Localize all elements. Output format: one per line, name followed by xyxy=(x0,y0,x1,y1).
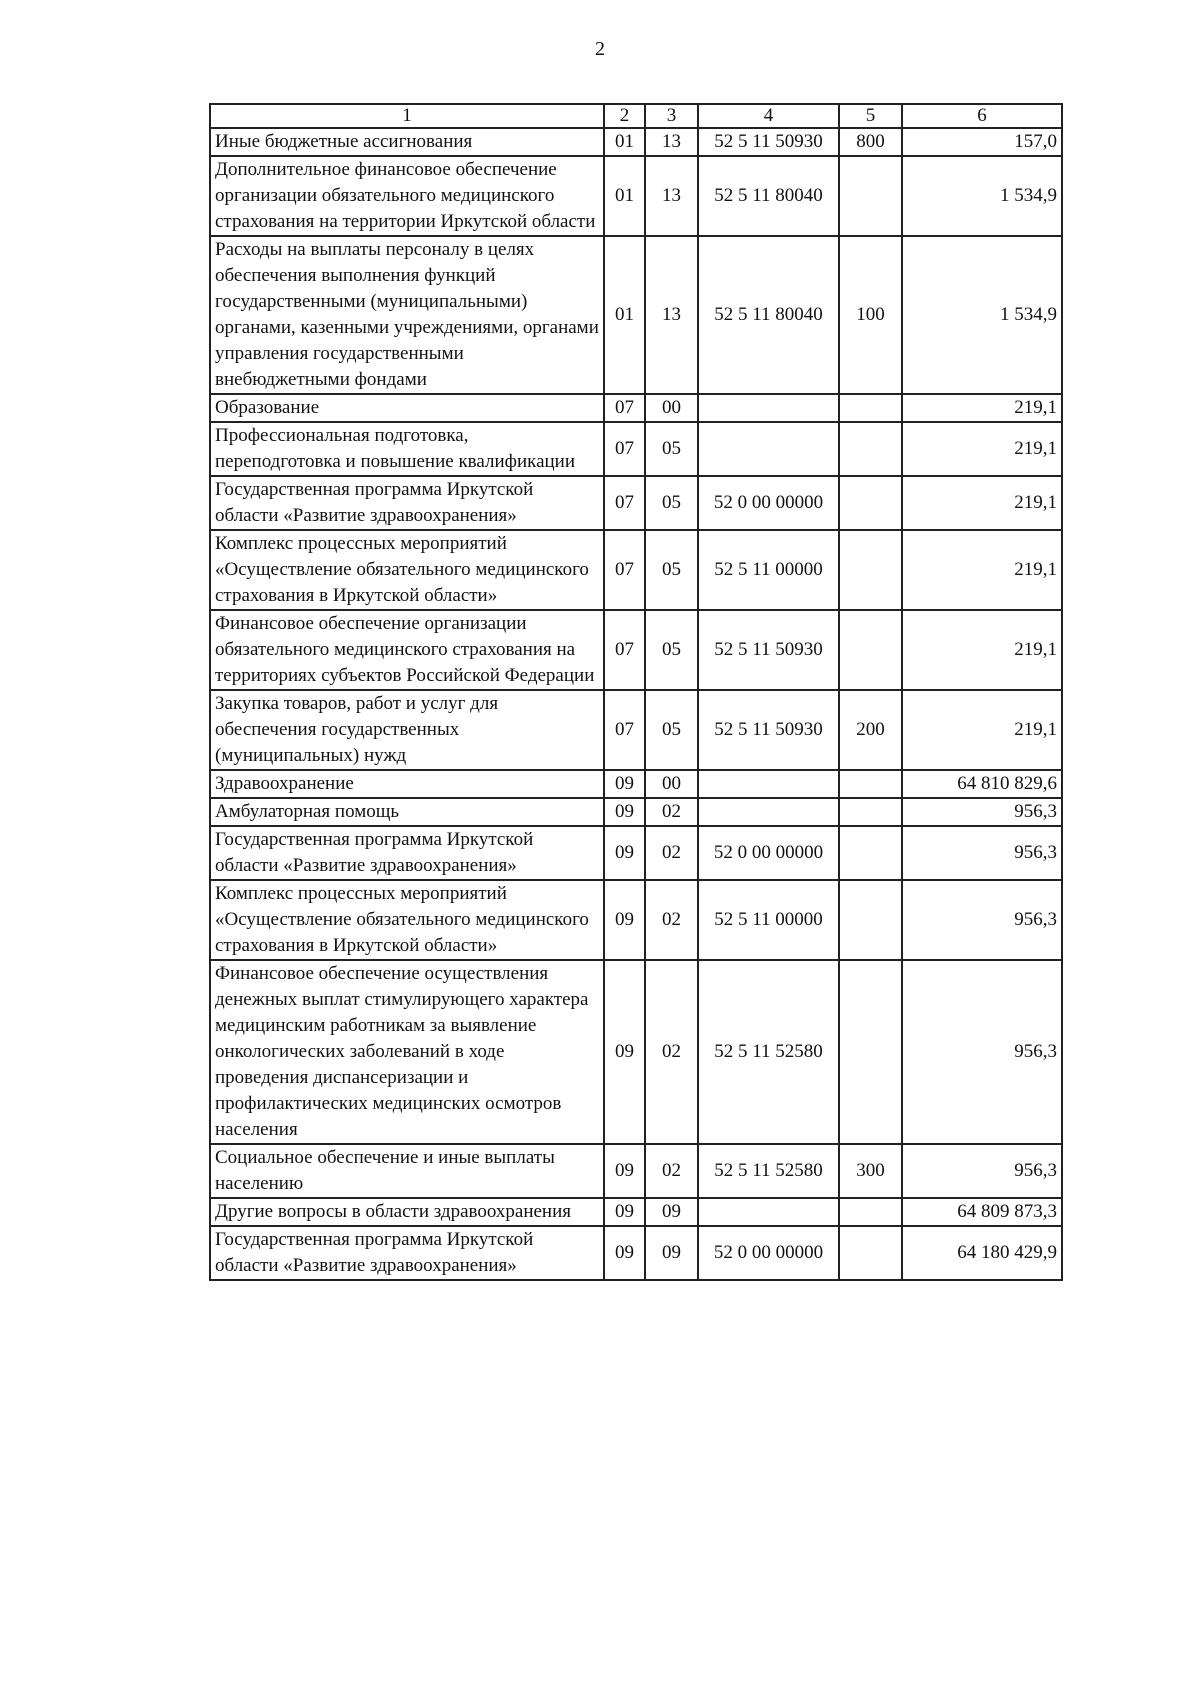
column-header: 1 xyxy=(210,104,604,128)
section-code-cell: 07 xyxy=(604,476,645,530)
section-code-cell: 07 xyxy=(604,394,645,422)
expense-type-cell xyxy=(839,1198,902,1226)
table-row xyxy=(210,530,1062,610)
amount-cell: 219,1 xyxy=(902,610,1062,690)
amount-cell: 1 534,9 xyxy=(902,156,1062,236)
expense-type-cell: 200 xyxy=(839,690,902,770)
target-article-cell xyxy=(698,394,839,422)
item-name-cell: Другие вопросы в области здравоохранения xyxy=(210,1198,604,1226)
section-code-cell: 09 xyxy=(604,1144,645,1198)
item-name-cell: Здравоохранение xyxy=(210,770,604,798)
expense-type-cell xyxy=(839,530,902,610)
table-row xyxy=(210,394,1062,422)
subsection-code-cell: 05 xyxy=(645,422,698,476)
amount-cell: 157,0 xyxy=(902,128,1062,156)
target-article-cell: 52 5 11 50930 xyxy=(698,128,839,156)
amount-cell: 64 809 873,3 xyxy=(902,1198,1062,1226)
section-code-cell: 01 xyxy=(604,128,645,156)
section-code-cell: 09 xyxy=(604,1226,645,1280)
subsection-code-cell: 02 xyxy=(645,826,698,880)
section-code-cell: 07 xyxy=(604,690,645,770)
table-row xyxy=(210,476,1062,530)
expense-type-cell xyxy=(839,156,902,236)
item-name-cell: Амбулаторная помощь xyxy=(210,798,604,826)
table-row xyxy=(210,960,1062,1144)
section-code-cell: 09 xyxy=(604,798,645,826)
target-article-cell xyxy=(698,1198,839,1226)
subsection-code-cell: 05 xyxy=(645,476,698,530)
subsection-code-cell: 02 xyxy=(645,1144,698,1198)
target-article-cell: 52 5 11 52580 xyxy=(698,1144,839,1198)
section-code-cell: 01 xyxy=(604,156,645,236)
subsection-code-cell: 13 xyxy=(645,128,698,156)
column-header: 5 xyxy=(839,104,902,128)
table-row xyxy=(210,422,1062,476)
column-header: 2 xyxy=(604,104,645,128)
subsection-code-cell: 02 xyxy=(645,880,698,960)
section-code-cell: 09 xyxy=(604,1198,645,1226)
amount-cell: 219,1 xyxy=(902,530,1062,610)
table-row xyxy=(210,770,1062,798)
item-name-cell: Государственная программа Иркутской области «Развитие здравоохранения» xyxy=(210,476,604,530)
amount-cell: 64 180 429,9 xyxy=(902,1226,1062,1280)
target-article-cell: 52 5 11 52580 xyxy=(698,960,839,1144)
table-row xyxy=(210,128,1062,156)
column-header: 6 xyxy=(902,104,1062,128)
expense-type-cell xyxy=(839,476,902,530)
subsection-code-cell: 09 xyxy=(645,1198,698,1226)
target-article-cell: 52 0 00 00000 xyxy=(698,1226,839,1280)
subsection-code-cell: 00 xyxy=(645,770,698,798)
expense-type-cell xyxy=(839,1226,902,1280)
target-article-cell: 52 0 00 00000 xyxy=(698,476,839,530)
target-article-cell xyxy=(698,798,839,826)
expense-type-cell xyxy=(839,880,902,960)
item-name-cell: Государственная программа Иркутской области «Развитие здравоохранения» xyxy=(210,1226,604,1280)
target-article-cell: 52 0 00 00000 xyxy=(698,826,839,880)
table-row xyxy=(210,236,1062,394)
subsection-code-cell: 02 xyxy=(645,798,698,826)
subsection-code-cell: 13 xyxy=(645,156,698,236)
section-code-cell: 07 xyxy=(604,530,645,610)
column-header: 4 xyxy=(698,104,839,128)
section-code-cell: 09 xyxy=(604,770,645,798)
section-code-cell: 09 xyxy=(604,826,645,880)
target-article-cell xyxy=(698,770,839,798)
item-name-cell: Расходы на выплаты персоналу в целях обеспечения выполнения функций государственными (муниципальными) органами, казенными учреждениями, органами управления государственными внебюджетными фондами xyxy=(210,236,604,394)
page-number: 2 xyxy=(595,38,605,60)
column-header: 3 xyxy=(645,104,698,128)
amount-cell: 956,3 xyxy=(902,960,1062,1144)
expense-type-cell: 800 xyxy=(839,128,902,156)
item-name-cell: Финансовое обеспечение осуществления денежных выплат стимулирующего характера медицинским работникам за выявление онкологических заболеваний в ходе проведения диспансеризации и профилактических медицинских осмотров населения xyxy=(210,960,604,1144)
amount-cell: 219,1 xyxy=(902,394,1062,422)
target-article-cell: 52 5 11 00000 xyxy=(698,530,839,610)
target-article-cell xyxy=(698,422,839,476)
expense-type-cell xyxy=(839,422,902,476)
amount-cell: 219,1 xyxy=(902,690,1062,770)
expense-type-cell xyxy=(839,770,902,798)
amount-cell: 956,3 xyxy=(902,880,1062,960)
amount-cell: 956,3 xyxy=(902,798,1062,826)
section-code-cell: 09 xyxy=(604,880,645,960)
column-number-row xyxy=(210,104,1062,128)
amount-cell: 64 810 829,6 xyxy=(902,770,1062,798)
section-code-cell: 09 xyxy=(604,960,645,1144)
item-name-cell: Комплекс процессных мероприятий «Осуществление обязательного медицинского страхования в Иркутской области» xyxy=(210,880,604,960)
item-name-cell: Закупка товаров, работ и услуг для обеспечения государственных (муниципальных) нужд xyxy=(210,690,604,770)
amount-cell: 1 534,9 xyxy=(902,236,1062,394)
item-name-cell: Иные бюджетные ассигнования xyxy=(210,128,604,156)
table-row xyxy=(210,690,1062,770)
subsection-code-cell: 05 xyxy=(645,530,698,610)
table-row xyxy=(210,1226,1062,1280)
target-article-cell: 52 5 11 50930 xyxy=(698,690,839,770)
subsection-code-cell: 02 xyxy=(645,960,698,1144)
target-article-cell: 52 5 11 80040 xyxy=(698,156,839,236)
expense-type-cell: 100 xyxy=(839,236,902,394)
expense-type-cell xyxy=(839,960,902,1144)
table-row xyxy=(210,156,1062,236)
budget-table xyxy=(209,103,1063,1281)
table-row xyxy=(210,610,1062,690)
expense-type-cell: 300 xyxy=(839,1144,902,1198)
subsection-code-cell: 05 xyxy=(645,690,698,770)
item-name-cell: Профессиональная подготовка, переподготовка и повышение квалификации xyxy=(210,422,604,476)
expense-type-cell xyxy=(839,394,902,422)
item-name-cell: Комплекс процессных мероприятий «Осуществление обязательного медицинского страхования в Иркутской области» xyxy=(210,530,604,610)
subsection-code-cell: 05 xyxy=(645,610,698,690)
section-code-cell: 07 xyxy=(604,610,645,690)
item-name-cell: Образование xyxy=(210,394,604,422)
item-name-cell: Государственная программа Иркутской области «Развитие здравоохранения» xyxy=(210,826,604,880)
item-name-cell: Социальное обеспечение и иные выплаты населению xyxy=(210,1144,604,1198)
amount-cell: 219,1 xyxy=(902,476,1062,530)
expense-type-cell xyxy=(839,610,902,690)
subsection-code-cell: 09 xyxy=(645,1226,698,1280)
subsection-code-cell: 13 xyxy=(645,236,698,394)
amount-cell: 219,1 xyxy=(902,422,1062,476)
target-article-cell: 52 5 11 80040 xyxy=(698,236,839,394)
section-code-cell: 01 xyxy=(604,236,645,394)
target-article-cell: 52 5 11 50930 xyxy=(698,610,839,690)
table-row xyxy=(210,1198,1062,1226)
expense-type-cell xyxy=(839,798,902,826)
amount-cell: 956,3 xyxy=(902,826,1062,880)
item-name-cell: Финансовое обеспечение организации обязательного медицинского страхования на территориях субъектов Российской Федерации xyxy=(210,610,604,690)
subsection-code-cell: 00 xyxy=(645,394,698,422)
table-row xyxy=(210,1144,1062,1198)
item-name-cell: Дополнительное финансовое обеспечение организации обязательного медицинского страхования на территории Иркутской области xyxy=(210,156,604,236)
target-article-cell: 52 5 11 00000 xyxy=(698,880,839,960)
amount-cell: 956,3 xyxy=(902,1144,1062,1198)
table-row xyxy=(210,880,1062,960)
table-row xyxy=(210,826,1062,880)
expense-type-cell xyxy=(839,826,902,880)
table-row xyxy=(210,798,1062,826)
section-code-cell: 07 xyxy=(604,422,645,476)
